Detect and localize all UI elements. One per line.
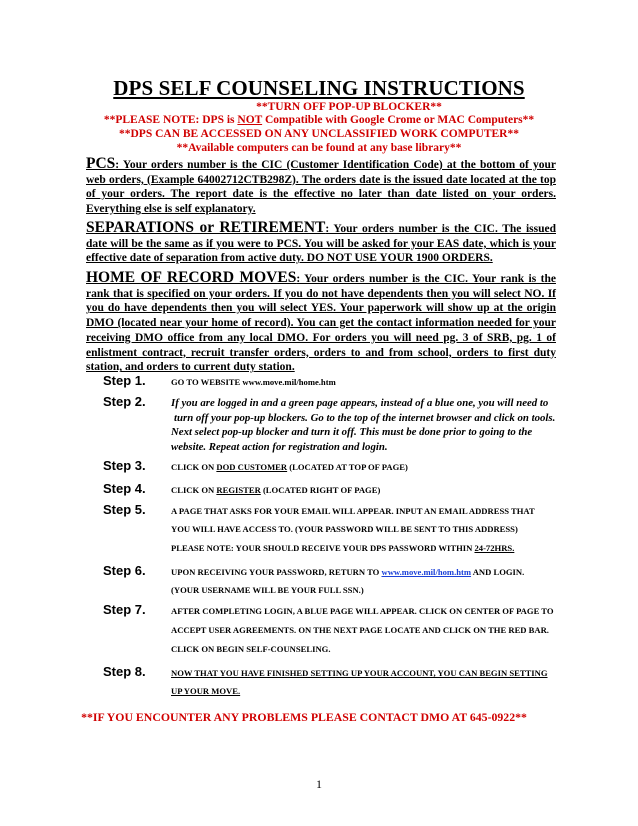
step-6-line-1 [171, 566, 571, 578]
notice-popup-blocker: **TURN OFF POP-UP BLOCKER** [256, 101, 442, 113]
step-1-text: GO TO WEBSITE www.move.mil/home.htm [171, 377, 336, 387]
step-6-post: AND LOGIN. [471, 567, 525, 577]
step-5-label: Step 5. [103, 502, 146, 517]
step-7-label: Step 7. [103, 602, 146, 617]
step-2-text [171, 396, 571, 454]
step-4-pre: CLICK ON [171, 485, 217, 495]
contact-dmo-notice: **IF YOU ENCOUNTER ANY PROBLEMS PLEASE CONTACT DMO AT 645-0922** [81, 710, 527, 724]
section-home-text: : Your orders number is the CIC. Your rank is the rank that is specified on your orders. If you do not have dependents then you will select NO. If you do have dependents then you will select YES. Your paperwork will show up at the origin DMO (located near your home of record). You can get the contact information needed for your receiving DMO office from any local DMO. For orders you will need pg. 3 of SRB, pg. 1 of enlistment contract, recruit transfer orders, orders to and from school, orders to first duty station, and orders to current duty station. [86, 273, 556, 374]
move-mil-link[interactable]: www.move.mil/hom.htm [381, 567, 472, 577]
step-1-label: Step 1. [103, 373, 146, 388]
page-number: 1 [316, 777, 322, 791]
step-3-post: (LOCATED AT TOP OF PAGE) [287, 462, 408, 472]
page-title: DPS SELF COUNSELING INSTRUCTIONS [113, 76, 525, 100]
section-home-of-record [86, 271, 556, 375]
step-3-pre: CLICK ON [171, 462, 217, 472]
step-3-label: Step 3. [103, 458, 146, 473]
step-7-line-1: AFTER COMPLETING LOGIN, A BLUE PAGE WILL APPEAR. CLICK ON CENTER OF PAGE TO [171, 606, 554, 616]
notice-compat-pre: **PLEASE NOTE: DPS is [103, 114, 235, 126]
notice-compat-post: Compatible with Google Crome or MAC Computers** [265, 114, 535, 126]
section-pcs-text: : Your orders number is the CIC (Customer Identification Code) at the bottom of your web orders, (Example 64002712CTB298Z). The orders date is the issued date located at the top of your orders. The report date is the effective no later than date listed on your orders. Everything else is self explanatory. [86, 159, 556, 216]
step-2-line-4: website. Repeat action for registration and login. [171, 440, 388, 453]
notice-library: **Available computers can be found at any base library** [176, 142, 462, 154]
step-2-line-1: If you are logged in and a green page appears, instead of a blue one, you will need to [171, 397, 549, 409]
step-5-line-1: A PAGE THAT ASKS FOR YOUR EMAIL WILL APPEAR. INPUT AN EMAIL ADDRESS THAT [171, 506, 535, 516]
section-separations [86, 221, 556, 266]
dod-customer-link: DOD CUSTOMER [216, 462, 288, 472]
step-3-text [171, 461, 571, 473]
step-6-pre: UPON RECEIVING YOUR PASSWORD, RETURN TO [171, 567, 382, 577]
section-pcs-heading: PCS [86, 155, 116, 172]
step-6-label: Step 6. [103, 563, 146, 578]
step-4-post: (LOCATED RIGHT OF PAGE) [260, 485, 381, 495]
step-8-line-1: NOW THAT YOU HAVE FINISHED SETTING UP YOUR ACCOUNT, YOU CAN BEGIN SETTING [171, 668, 548, 678]
section-separations-text: : Your orders number is the CIC. The issued date will be the same as if you were to PCS. You will be asked for your EAS date, which is your effective date of separation from active duty. DO NOT USE YOUR 1900 ORDERS. [86, 223, 556, 265]
step-8-line-2: UP YOUR MOVE. [171, 686, 241, 696]
step-8-label: Step 8. [103, 664, 146, 679]
section-separations-heading: SEPARATIONS or RETIREMENT [86, 219, 326, 236]
notice-compatibility [0, 113, 638, 127]
step-5-time: 24-72HRS. [474, 543, 515, 553]
step-5-line-3-pre: PLEASE NOTE: YOUR SHOULD RECEIVE YOUR DPS PASSWORD WITHIN [171, 543, 475, 553]
step-2-label: Step 2. [103, 394, 146, 409]
register-link: REGISTER [216, 485, 261, 495]
step-2-line-2: turn off your pop-up blockers. Go to the top of the internet browser and click on tools. [174, 411, 556, 424]
step-7-line-3: CLICK ON BEGIN SELF-COUNSELING. [171, 644, 331, 654]
step-7-line-2: ACCEPT USER AGREEMENTS. ON THE NEXT PAGE LOCATE AND CLICK ON THE RED BAR. [171, 625, 549, 635]
step-2-line-3: Next select pop-up blocker and turn it off. This must be done prior to going to the [171, 426, 533, 439]
step-5-line-3 [171, 542, 571, 554]
step-4-text [171, 484, 571, 496]
step-5-line-2: YOU WILL HAVE ACCESS TO. (YOUR PASSWORD WILL BE SENT TO THIS ADDRESS) [171, 524, 518, 534]
section-home-heading: HOME OF RECORD MOVES [86, 269, 297, 286]
notice-compat-not: NOT [237, 114, 263, 126]
notice-unclassified: **DPS CAN BE ACCESSED ON ANY UNCLASSIFIED WORK COMPUTER** [118, 128, 519, 140]
step-6-line-2: (YOUR USERNAME WILL BE YOUR FULL SSN.) [171, 585, 364, 595]
step-4-label: Step 4. [103, 481, 146, 496]
section-pcs [86, 157, 556, 217]
